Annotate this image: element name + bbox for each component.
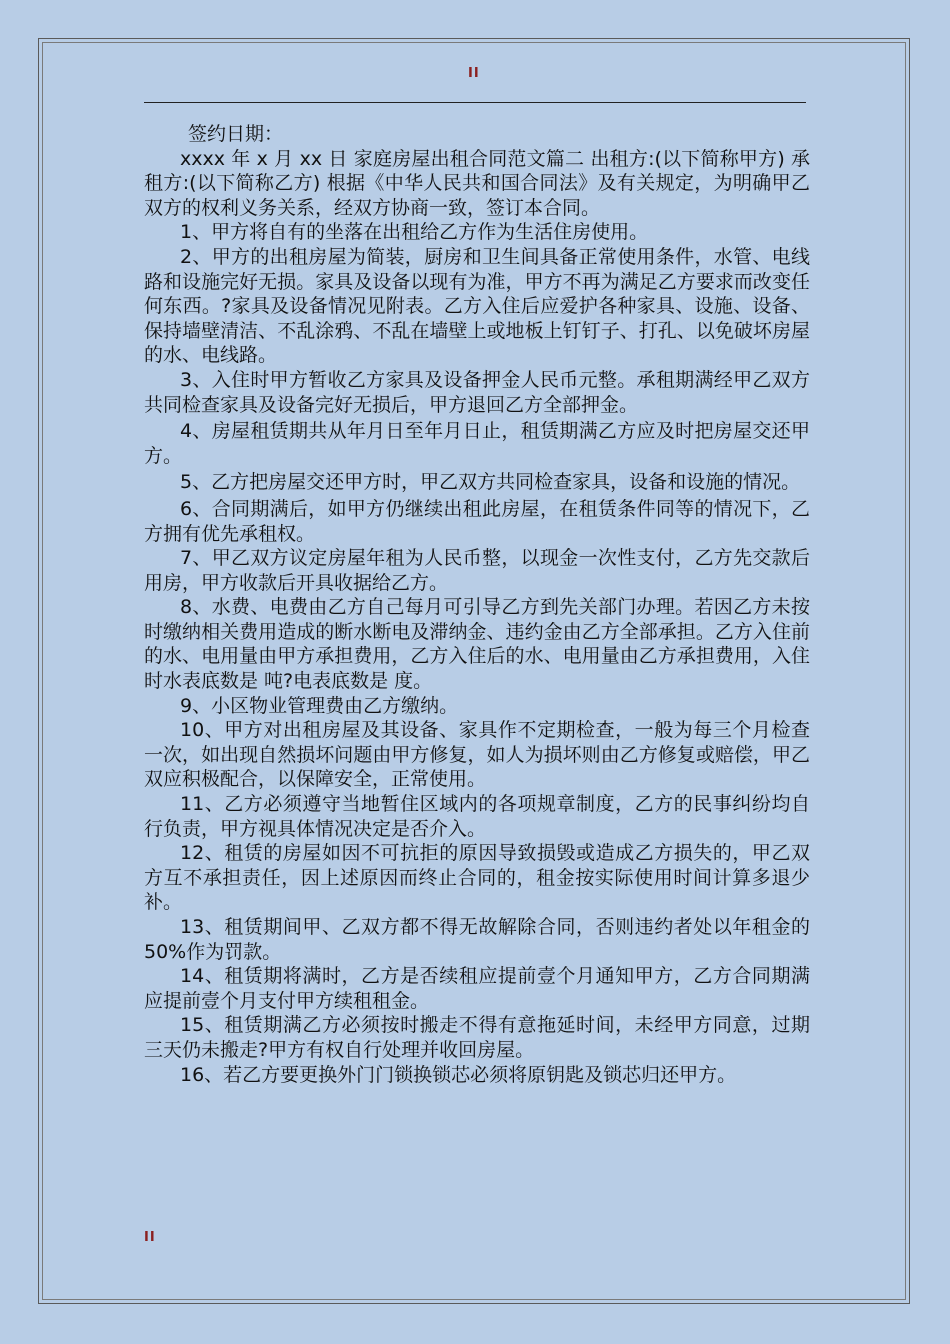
footer-mark: II bbox=[144, 1230, 156, 1245]
clause-6: 6、合同期满后，如甲方仍继续出租此房屋，在租赁条件同等的情况下，乙方拥有优先承租权。 bbox=[144, 497, 810, 545]
header-mark: II bbox=[468, 66, 480, 81]
clause-5: 5、乙方把房屋交还甲方时，甲乙双方共同检查家具，设备和设施的情况。 bbox=[180, 471, 801, 494]
clause-2: 2、甲方的出租房屋为简装，厨房和卫生间具备正常使用条件，水管、电线路和设施完好无损。家具及设备以现有为准，甲方不再为满足乙方要求而改变任何东西。?家具及设备情况见附表。乙方入住后应爱护各种家具、设施、设备、保持墙壁清洁、不乱涂鸦、不乱在墙壁上或地板上钉钉子、打孔、以免破坏房屋的水、电线路。 bbox=[144, 245, 810, 367]
header-rule bbox=[144, 102, 806, 103]
clause-9: 9、小区物业管理费由乙方缴纳。 bbox=[180, 694, 459, 717]
clause-14: 14、租赁期将满时，乙方是否续租应提前壹个月通知甲方，乙方合同期满应提前壹个月支付甲方续租租金。 bbox=[144, 965, 810, 1012]
signing-date-line: 签约日期： bbox=[188, 123, 284, 145]
contract-intro: xxxx 年 x 月 xx 日 家庭房屋出租合同范文篇二 出租方:(以下简称甲方) 承租方:(以下简称乙方) 根据《中华人民共和国合同法》及有关规定，为明确甲乙双方的权利义务关系，经双方协商一致，签订本合同。 bbox=[144, 147, 810, 219]
clause-8: 8、水费、电费由乙方自己每月可引导乙方到先关部门办理。若因乙方未按时缴纳相关费用造成的断水断电及滞纳金、违约金由乙方全部承担。乙方入住前的水、电用量由甲方承担费用，乙方入住后的水、电用量由乙方承担费用，入住时水表底数是 吨?电表底数是 度。 bbox=[144, 596, 810, 693]
clause-15: 15、租赁期满乙方必须按时搬走不得有意拖延时间，未经甲方同意，过期三天仍未搬走?甲方有权自行处理并收回房屋。 bbox=[144, 1014, 810, 1061]
clause-16: 16、若乙方要更换外门门锁换锁芯必须将原钥匙及锁芯归还甲方。 bbox=[180, 1063, 737, 1086]
clause-1: 1、甲方将自有的坐落在出租给乙方作为生活住房使用。 bbox=[180, 221, 649, 244]
document-body bbox=[144, 122, 810, 1087]
clause-3: 3、入住时甲方暂收乙方家具及设备押金人民币元整。承租期满经甲乙双方共同检查家具及设备完好无损后，甲方退回乙方全部押金。 bbox=[144, 368, 810, 416]
clause-7: 7、甲乙双方议定房屋年租为人民币整，以现金一次性支付，乙方先交款后用房，甲方收款后开具收据给乙方。 bbox=[144, 547, 810, 594]
clause-12: 12、租赁的房屋如因不可抗拒的原因导致损毁或造成乙方损失的，甲乙双方互不承担责任，因上述原因而终止合同的，租金按实际使用时间计算多退少补。 bbox=[144, 842, 810, 914]
clause-4: 4、房屋租赁期共从年月日至年月日止，租赁期满乙方应及时把房屋交还甲方。 bbox=[144, 420, 810, 467]
clause-13: 13、租赁期间甲、乙双方都不得无故解除合同，否则违约者处以年租金的 50%作为罚款。 bbox=[144, 916, 810, 963]
clause-10: 10、甲方对出租房屋及其设备、家具作不定期检查，一般为每三个月检查一次，如出现自然损坏问题由甲方修复，如人为损坏则由乙方修复或赔偿，甲乙双应积极配合，以保障安全，正常使用。 bbox=[144, 719, 810, 791]
clause-11: 11、乙方必须遵守当地暂住区域内的各项规章制度，乙方的民事纠纷均自行负责，甲方视具体情况决定是否介入。 bbox=[144, 793, 810, 840]
